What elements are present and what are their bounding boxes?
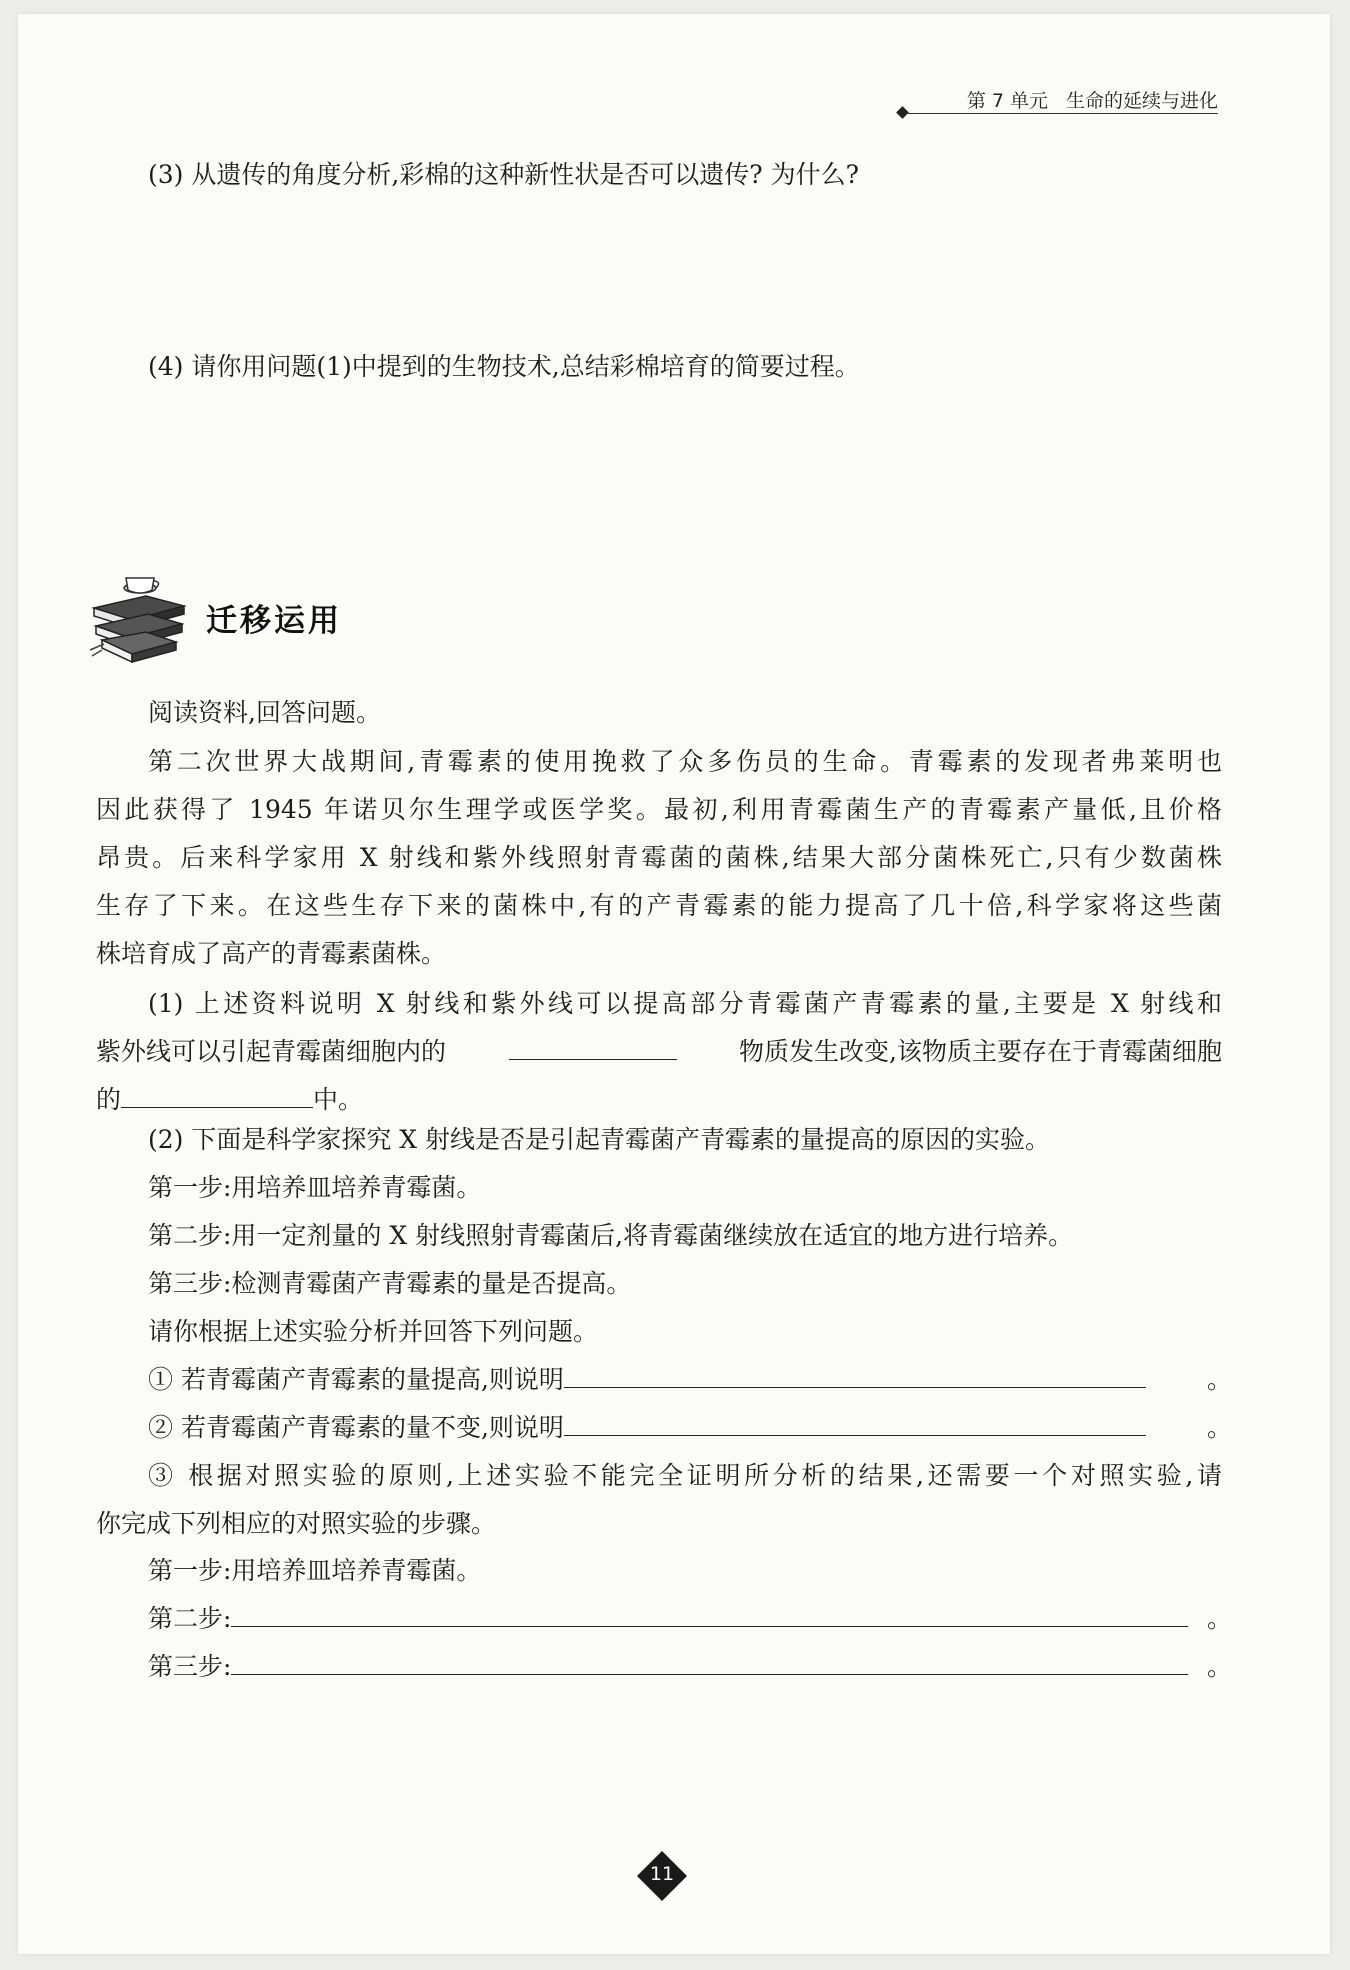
q1-line-2-post: 物质发生改变,该物质主要存在于青霉菌细胞 — [739, 1037, 1222, 1066]
answer-blank-location[interactable] — [121, 1085, 313, 1108]
question-3: (3) 从遗传的角度分析,彩棉的这种新性状是否可以遗传? 为什么? — [148, 160, 860, 189]
intro-text: 阅读资料,回答问题。 — [148, 698, 381, 727]
q2-sub-2-text: ② 若青霉菌产青霉素的量不变,则说明 — [148, 1413, 564, 1442]
q1-line-2-pre: 紫外线可以引起青霉菌细胞内的 — [96, 1037, 447, 1066]
end-mark: 。 — [1207, 1652, 1233, 1681]
q2-sub-1 — [148, 1364, 1146, 1396]
q2-sub-3 — [96, 1452, 1222, 1548]
answer-blank-ctrl-step2[interactable] — [231, 1604, 1188, 1627]
q2-prompt: 请你根据上述实验分析并回答下列问题。 — [148, 1317, 599, 1346]
end-mark: 。 — [1207, 1365, 1233, 1394]
q2-step-3: 第三步:检测青霉菌产青霉素的量是否提高。 — [148, 1269, 632, 1298]
answer-blank-sub1[interactable] — [564, 1365, 1146, 1388]
header-rule — [905, 113, 1218, 114]
end-mark: 。 — [1207, 1604, 1233, 1633]
section-title: 迁移运用 — [206, 603, 342, 639]
q1-line-1: (1) 上述资料说明 X 射线和紫外线可以提高部分青霉菌产青霉素的量,主要是 X 射线和 — [148, 989, 1222, 1018]
answer-blank-ctrl-step3[interactable] — [231, 1652, 1188, 1675]
material-line-3: 昂贵。后来科学家用 X 射线和紫外线照射青霉菌的菌株,结果大部分菌株死亡,只有少数菌株 — [96, 843, 1222, 872]
ctrl-step-2 — [148, 1603, 1188, 1635]
q2-sub-2 — [148, 1412, 1146, 1444]
running-header — [928, 86, 1218, 116]
ctrl-step-1: 第一步:用培养皿培养青霉菌。 — [148, 1556, 482, 1585]
q2-intro: (2) 下面是科学家探究 X 射线是否是引起青霉菌产青霉素的量提高的原因的实验。 — [148, 1125, 1051, 1154]
q2-sub-3-line-2: 你完成下列相应的对照实验的步骤。 — [96, 1509, 497, 1538]
header-unit: 第 7 单元 — [966, 90, 1048, 112]
question-1 — [96, 980, 1222, 1124]
material-line-1: 第二次世界大战期间,青霉素的使用挽救了众多伤员的生命。青霉素的发现者弗莱明也 — [148, 747, 1222, 776]
page-number: 11 — [649, 1863, 675, 1885]
q2-step-2: 第二步:用一定剂量的 X 射线照射青霉菌后,将青霉菌继续放在适宜的地方进行培养。 — [148, 1221, 1074, 1250]
page-number-badge — [636, 1850, 688, 1902]
answer-blank-sub2[interactable] — [564, 1413, 1146, 1436]
material-line-5: 株培育成了高产的青霉素菌株。 — [96, 939, 447, 968]
q1-line-3 — [96, 1076, 1222, 1124]
end-mark: 。 — [1207, 1413, 1233, 1442]
question-4: (4) 请你用问题(1)中提到的生物技术,总结彩棉培育的简要过程。 — [148, 352, 860, 381]
q2-step-1: 第一步:用培养皿培养青霉菌。 — [148, 1173, 482, 1202]
ctrl-step-3 — [148, 1651, 1188, 1683]
material-line-2: 因此获得了 1945 年诺贝尔生理学或医学奖。最初,利用青霉菌生产的青霉素产量低,且价格 — [96, 795, 1222, 824]
q1-line-3-pre: 的 — [96, 1085, 122, 1114]
ctrl-step-2-label: 第二步: — [148, 1604, 232, 1633]
q1-line-2 — [96, 1028, 1222, 1076]
q2-sub-1-text: ① 若青霉菌产青霉素的量提高,则说明 — [148, 1365, 564, 1394]
header-title: 生命的延续与进化 — [1065, 90, 1218, 112]
material-line-4: 生存了下来。在这些生存下来的菌株中,有的产青霉素的能力提高了几十倍,科学家将这些菌 — [96, 891, 1222, 920]
q2-sub-3-line-1: ③ 根据对照实验的原则,上述实验不能完全证明所分析的结果,还需要一个对照实验,请 — [148, 1461, 1222, 1490]
answer-blank-material[interactable] — [509, 1037, 677, 1060]
ctrl-step-3-label: 第三步: — [148, 1652, 232, 1681]
material-paragraph — [96, 738, 1222, 978]
q1-line-3-post: 中。 — [313, 1085, 364, 1114]
books-coffee-icon — [88, 570, 188, 664]
